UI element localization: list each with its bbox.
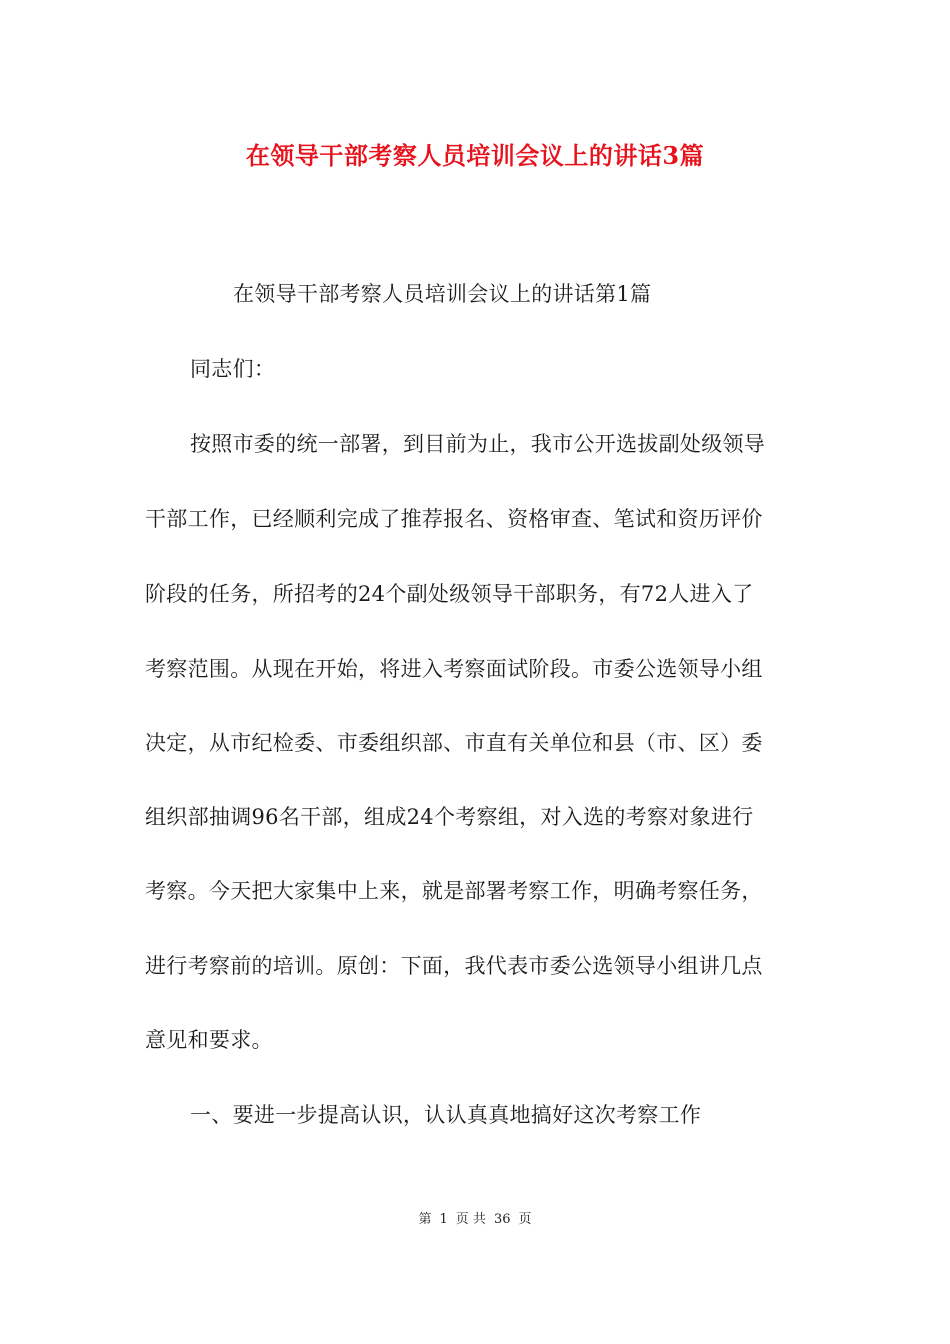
greeting: 同志们：: [190, 357, 276, 381]
paragraph-line: 干部工作，已经顺利完成了推荐报名、资格审查、笔试和资历评价: [145, 507, 763, 531]
paragraph-line: 阶段的任务，所招考的24个副处级领导干部职务，有72人进入了: [145, 582, 754, 606]
section-title: 在领导干部考察人员培训会议上的讲话第1篇: [233, 282, 652, 306]
footer-total-pages: 36: [493, 1212, 511, 1227]
document-title: 在领导干部考察人员培训会议上的讲话3篇: [245, 141, 705, 170]
paragraph-line: 考察范围。从现在开始，将进入考察面试阶段。市委公选领导小组: [145, 657, 763, 681]
paragraph-line: 按照市委的统一部署，到目前为止，我市公开选拔副处级领导: [190, 432, 766, 456]
paragraph-line: 意见和要求。: [145, 1028, 273, 1052]
footer-suffix: 页: [518, 1212, 532, 1227]
paragraph-line: 进行考察前的培训。原创：下面，我代表市委公选领导小组讲几点: [145, 954, 763, 978]
paragraph-line: 考察。今天把大家集中上来，就是部署考察工作，明确考察任务，: [145, 879, 763, 903]
page-footer: [0, 1208, 950, 1227]
footer-mid: 页 共: [455, 1212, 486, 1227]
footer-page-number: 1: [439, 1212, 448, 1227]
footer-prefix: 第: [418, 1212, 432, 1227]
paragraph-line: 决定，从市纪检委、市委组织部、市直有关单位和县（市、区）委: [145, 731, 763, 755]
section-heading: 一、要进一步提高认识，认认真真地搞好这次考察工作: [190, 1103, 702, 1127]
paragraph-line: 组织部抽调96名干部，组成24个考察组，对入选的考察对象进行: [145, 805, 754, 829]
